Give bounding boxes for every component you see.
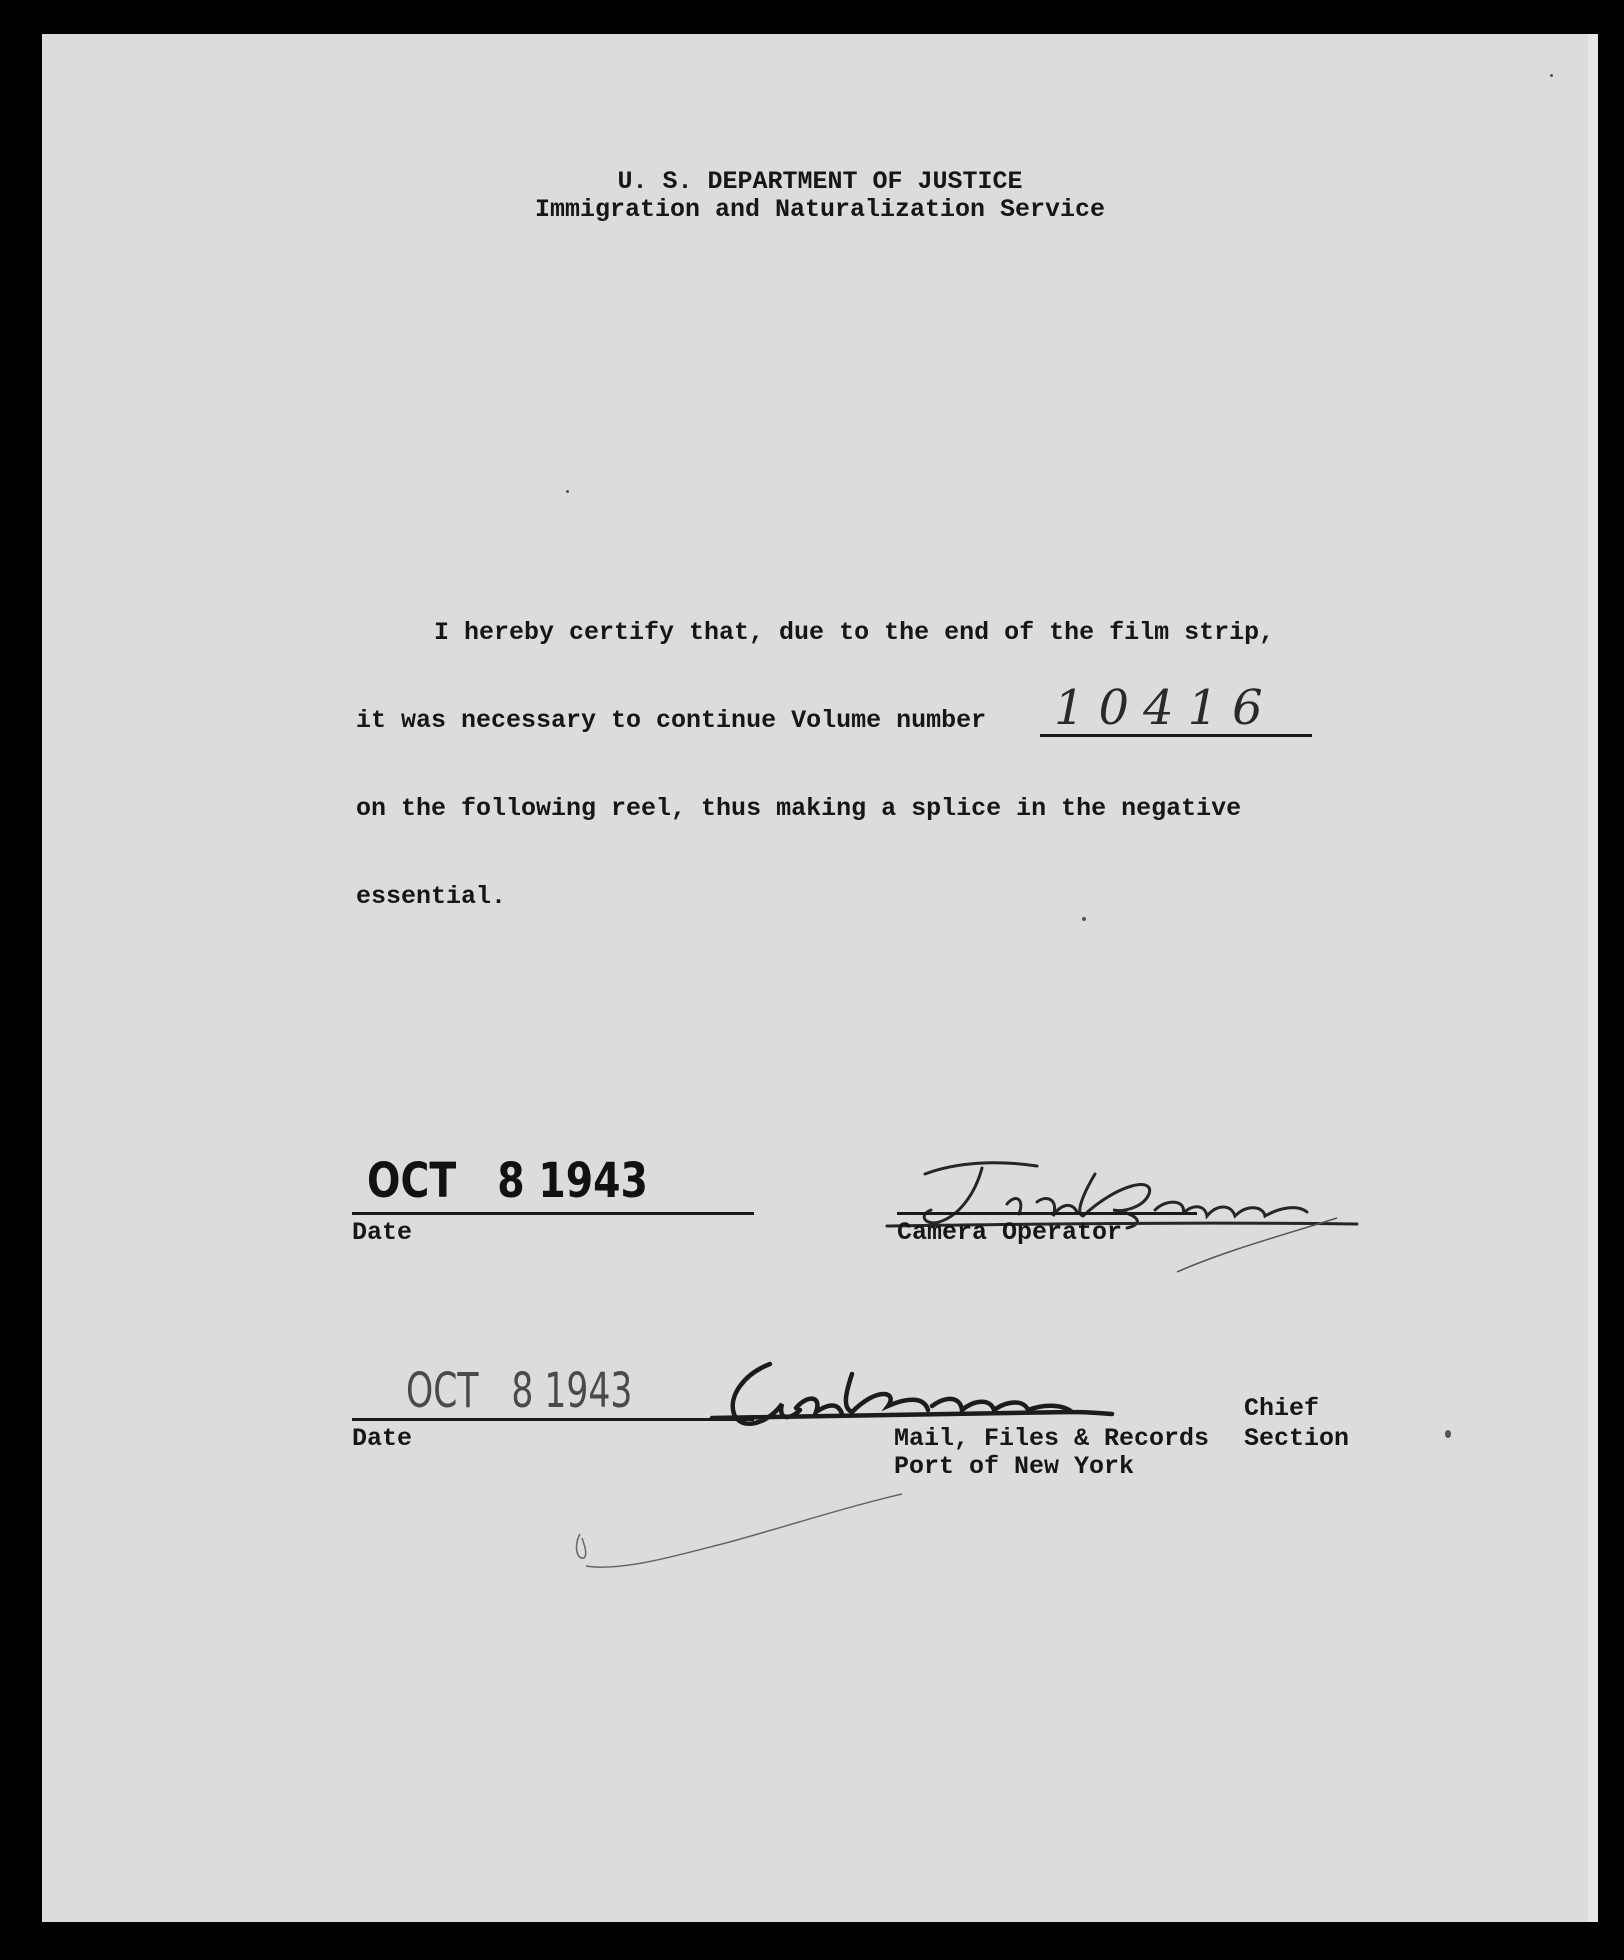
certification-line-1: I hereby certify that, due to the end of the film strip,	[434, 618, 1275, 647]
certification-line-2: it was necessary to continue Volume number	[356, 706, 987, 735]
speck	[1550, 74, 1553, 77]
chief-date-stamp: OCT 8 1943	[406, 1363, 633, 1419]
office-label: Mail, Files & Records	[894, 1424, 1210, 1453]
camera-date-line	[352, 1212, 754, 1215]
certification-line-4: essential.	[356, 882, 507, 911]
document-page	[42, 34, 1598, 1922]
volume-number-line	[1040, 734, 1312, 737]
stray-pencil-mark	[562, 1474, 942, 1584]
chief-date-label: Date	[352, 1424, 413, 1453]
volume-number-handwritten: 10416	[1054, 680, 1277, 736]
port-label: Port of New York	[894, 1452, 1135, 1481]
speck	[566, 490, 569, 493]
speck	[1445, 1430, 1451, 1438]
chief-label: Chief	[1244, 1394, 1320, 1423]
camera-operator-line	[897, 1212, 1197, 1215]
camera-date-stamp: OCT 8 1943	[367, 1153, 648, 1209]
section-label: Section	[1244, 1424, 1350, 1453]
camera-operator-label: Camera Operator	[897, 1218, 1123, 1247]
header-department: U. S. DEPARTMENT OF JUSTICE	[617, 167, 1023, 196]
speck	[1082, 917, 1086, 921]
camera-date-label: Date	[352, 1218, 413, 1247]
certification-line-3: on the following reel, thus making a splice in the negative	[356, 794, 1242, 823]
header-service: Immigration and Naturalization Service	[534, 195, 1106, 224]
